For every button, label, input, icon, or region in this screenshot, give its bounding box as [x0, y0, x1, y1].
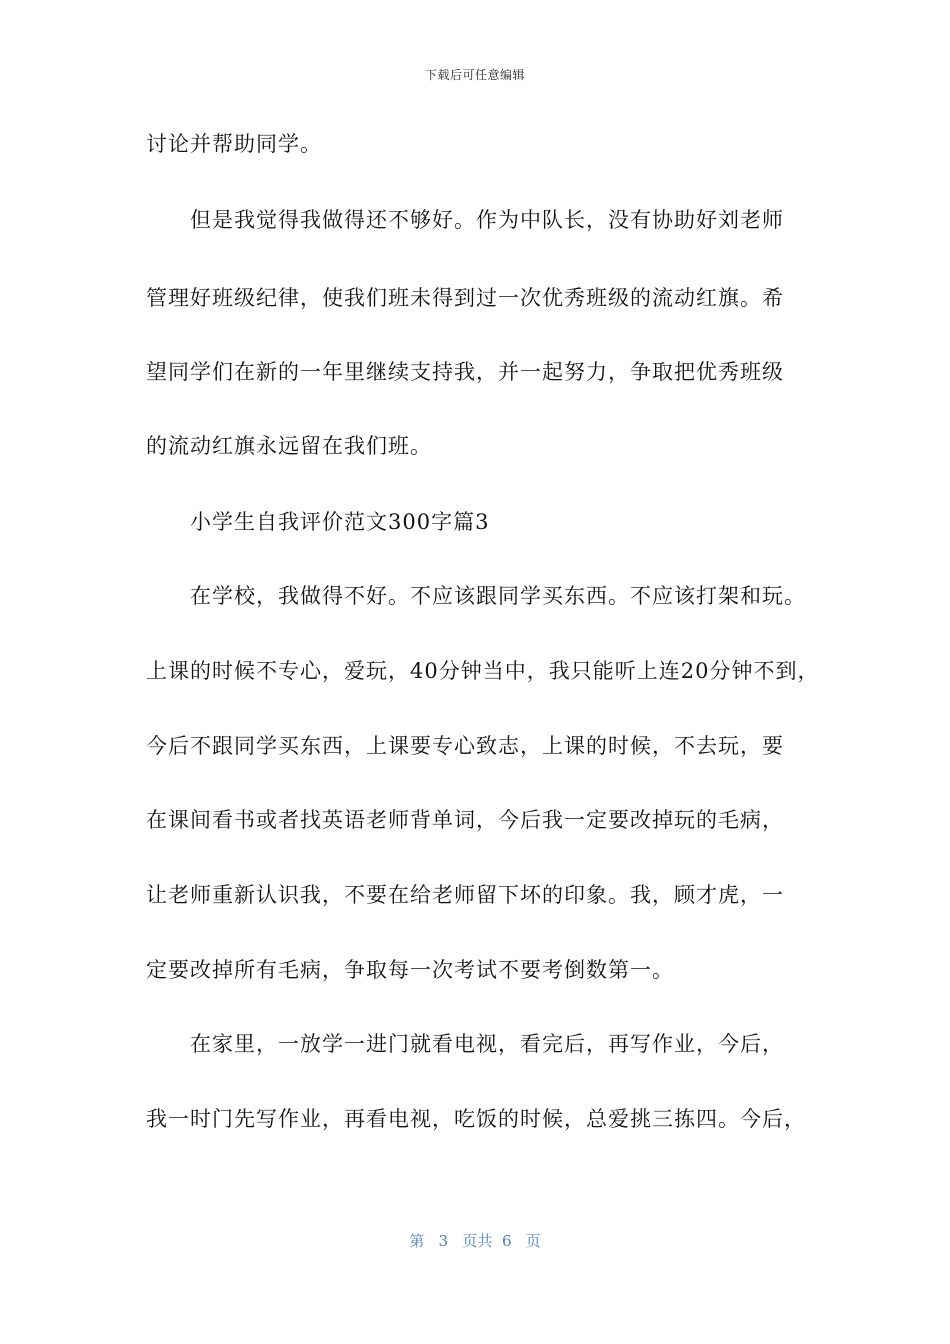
paragraph-line-4: 望同学们在新的一年里继续支持我，并一起努力，争取把优秀班级 [146, 360, 784, 384]
section-heading: 小学生自我评价范文300字篇3 [190, 510, 490, 534]
paragraph-line-10: 在课间看书或者找英语老师背单词，今后我一定要改掉玩的毛病， [146, 808, 784, 832]
footer-middle: 页共 [462, 1232, 493, 1250]
paragraph-line-12: 定要改掉所有毛病，争取每一次考试不要考倒数第一。 [146, 958, 674, 982]
footer-current-page: 3 [438, 1232, 449, 1250]
paragraph-line-5: 的流动红旗永远留在我们班。 [146, 434, 432, 458]
footer-suffix: 页 [525, 1232, 541, 1250]
paragraph-line-7: 在学校，我做得不好。不应该跟同学买东西。不应该打架和玩。 [190, 584, 806, 608]
paragraph-line-2: 但是我觉得我做得还不够好。作为中队长，没有协助好刘老师 [190, 208, 784, 232]
page-header: 下载后可任意编辑 [424, 68, 525, 82]
paragraph-line-3: 管理好班级纪律，使我们班未得到过一次优秀班级的流动红旗。希 [146, 286, 784, 310]
paragraph-line-9: 今后不跟同学买东西，上课要专心致志，上课的时候，不去玩，要 [146, 734, 784, 758]
footer-total-pages: 6 [501, 1232, 512, 1250]
paragraph-line-11: 让老师重新认识我，不要在给老师留下坏的印象。我，顾才虎，一 [146, 883, 784, 907]
page-footer [0, 1230, 950, 1251]
footer-prefix: 第 [409, 1232, 425, 1250]
paragraph-line-14: 我一时门先写作业，再看电视，吃饭的时候，总爱挑三拣四。今后， [146, 1107, 806, 1131]
paragraph-line-1: 讨论并帮助同学。 [146, 132, 322, 156]
paragraph-line-8: 上课的时候不专心，爱玩，40分钟当中，我只能听上连20分钟不到， [146, 659, 820, 683]
paragraph-line-13: 在家里，一放学一进门就看电视，看完后，再写作业，今后， [190, 1032, 784, 1056]
